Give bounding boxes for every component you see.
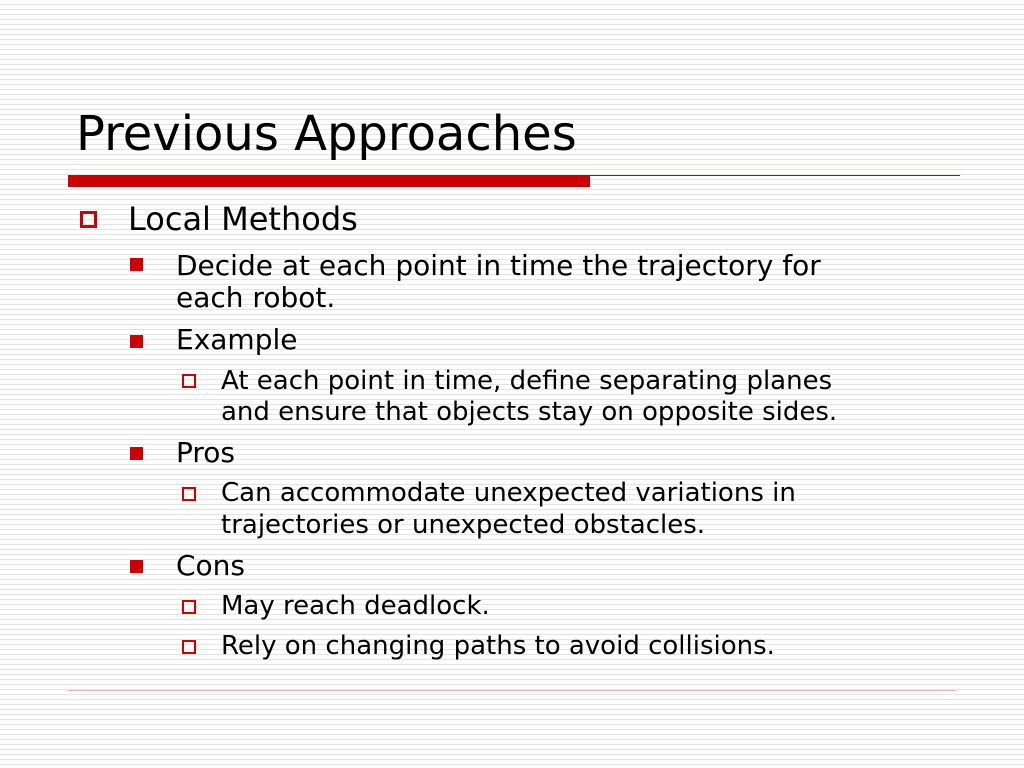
bullet-local-methods: Local Methods: [128, 200, 358, 238]
hollow-square-bullet-icon: [182, 374, 196, 388]
hollow-square-bullet-icon: [182, 487, 196, 501]
filled-square-bullet-icon: [130, 258, 143, 271]
filled-square-bullet-icon: [130, 335, 143, 348]
bullet-example: Example: [176, 323, 298, 356]
bullet-separating-planes-line-1: At each point in time, define separating planes: [221, 366, 833, 396]
bullet-changing-paths: Rely on changing paths to avoid collisions.: [221, 631, 775, 661]
hollow-square-bullet-icon: [182, 600, 196, 614]
bullet-accommodate-line-2: trajectories or unexpected obstacles.: [221, 510, 706, 540]
bullet-separating-planes-line-2: and ensure that objects stay on opposite sides.: [221, 397, 838, 427]
bullet-deadlock: May reach deadlock.: [221, 591, 490, 621]
hollow-square-bullet-icon: [182, 640, 196, 654]
filled-square-bullet-icon: [130, 560, 143, 573]
footer-divider: [68, 690, 956, 691]
bullet-decide-line-1: Decide at each point in time the trajectory for: [176, 249, 821, 282]
hollow-square-bullet-icon: [80, 211, 97, 228]
slide-title: Previous Approaches: [76, 106, 577, 162]
bullet-pros: Pros: [176, 436, 236, 469]
bullet-cons: Cons: [176, 549, 246, 582]
filled-square-bullet-icon: [130, 447, 143, 460]
bullet-accommodate-line-1: Can accommodate unexpected variations in: [221, 478, 796, 508]
bullet-decide-line-2: each robot.: [176, 281, 336, 314]
